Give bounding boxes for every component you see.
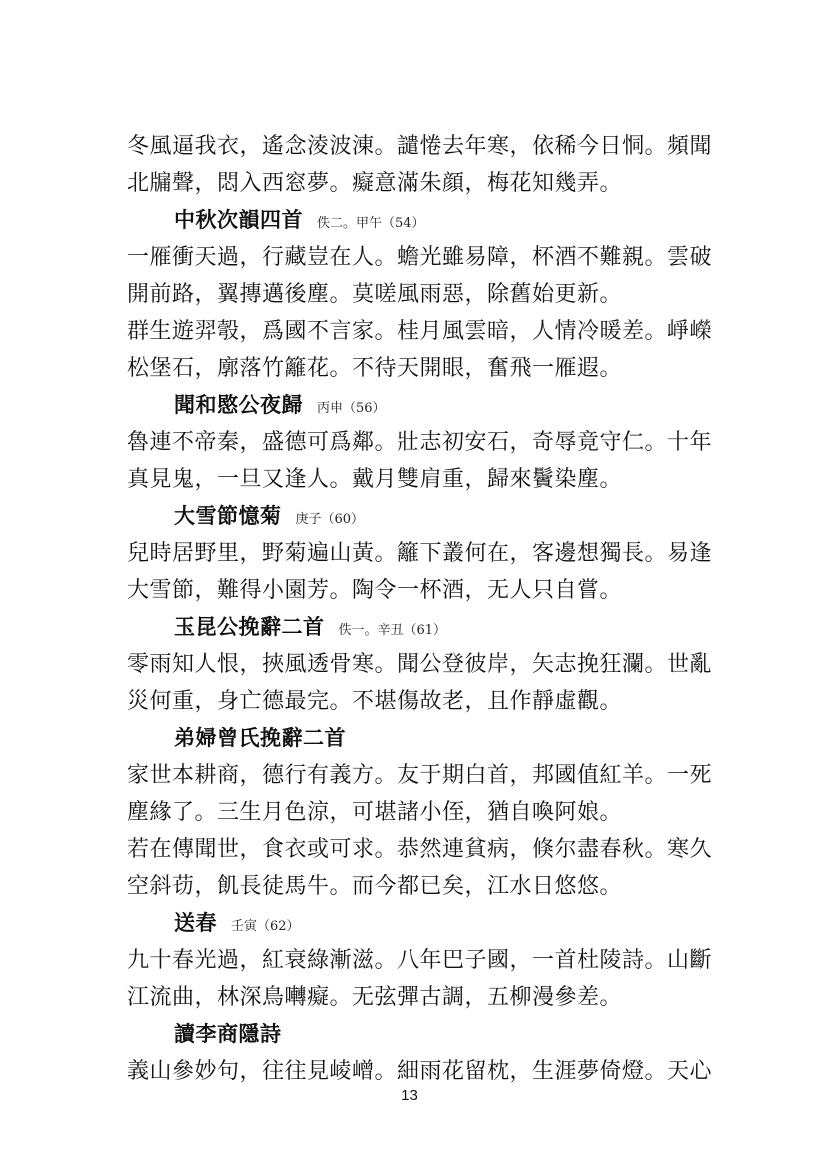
poem-title: 大雪節憶菊: [174, 504, 282, 528]
poem-text-line: 江流曲，林深鳥囀癡。无弦彈古調，五柳漫參差。: [127, 985, 623, 1010]
poem-heading: [127, 609, 727, 646]
poem-text-line: 零雨知人恨，挾風透骨寒。聞公登彼岸，矢志挽狂瀾。世亂: [127, 652, 713, 677]
poem-heading: [127, 720, 727, 757]
poem-page-body: [127, 128, 727, 1090]
poem-text-line: 冬風逼我衣，遙念淩波涷。譴惓去年寒，依稀今日恫。頻聞: [127, 134, 713, 159]
poem-text-line: 開前路，翼摶邁後塵。莫嗟風雨惡，除舊始更新。: [127, 282, 623, 307]
poem-text-line: 兒時居野里，野菊遍山黃。籬下叢何在，客邊想獨長。易逢: [127, 541, 713, 566]
poem-heading: [127, 498, 727, 535]
poem-heading: [127, 1016, 727, 1053]
poem-text-line: 塵緣了。三生月色涼，可堪諸小侄，猶自喚阿娘。: [127, 800, 623, 825]
poem-title: 中秋次韻四首: [174, 208, 303, 232]
poem-heading: [127, 905, 727, 942]
poem-note: 佚二。甲午（54）: [317, 216, 425, 231]
poem-note: 庚子（60）: [295, 512, 365, 527]
poem-text-line: 一雁衝天過，行藏豈在人。蟾光雖易障，杯酒不難親。雲破: [127, 245, 713, 270]
poem-text-line: 空斜苆，飢長徒馬牛。而今都已矣，江水日悠悠。: [127, 874, 623, 899]
poem-title: 弟婦曾氏挽辭二首: [174, 726, 346, 750]
poem-title: 聞和愍公夜歸: [174, 393, 303, 417]
poem-text-line: 大雪節，難得小園芳。陶令一杯酒，无人只自嘗。: [127, 578, 623, 603]
poem-text-line: 災何重，身亡德最完。不堪傷故老，且作靜虛觀。: [127, 689, 623, 714]
poem-note: 丙申（56）: [317, 401, 386, 416]
poem-text-line: 九十春光過，紅衰綠漸滋。八年巴子國，一首杜陵詩。山斷: [127, 948, 713, 973]
poem-text-line: 家世本耕商，德行有義方。友于期白首，邦國值紅羊。一死: [127, 763, 713, 788]
poem-text-line: 松堡石，廓落竹籬花。不待天開眼，奮飛一雁遐。: [127, 356, 623, 381]
poem-heading: [127, 387, 727, 424]
poem-text-line: 若在傳聞世，食衣或可求。恭然連貧病，倏尔盡春秋。寒久: [127, 837, 713, 862]
poem-heading: [127, 202, 727, 239]
poem-text-line: 群生遊羿彀，爲國不言家。桂月風雲暗，人情冷暖差。崢嶸: [127, 319, 713, 344]
poem-text-line: 魯連不帝秦，盛德可爲鄰。壯志初安石，奇辱竟守仁。十年: [127, 430, 713, 455]
poem-title: 讀李商隱詩: [174, 1022, 282, 1046]
poem-text-line: 義山參妙句，往往見崚嶒。細雨花留枕，生涯夢倚燈。天心: [127, 1059, 713, 1084]
poem-text-line: 北牖聲，悶入西窓夢。癡意滿朱顔，梅花知幾弄。: [127, 171, 623, 196]
poem-text-line: 真見鬼，一旦又逢人。戴月雙肩重，歸來鬢染塵。: [127, 467, 623, 492]
poem-title: 玉昆公挽辭二首: [174, 615, 325, 639]
poem-title: 送春: [174, 911, 217, 935]
poem-note: 佚一。辛丑（61）: [338, 623, 447, 638]
page-number: 13: [401, 1087, 418, 1104]
poem-note: 壬寅（62）: [231, 919, 300, 934]
